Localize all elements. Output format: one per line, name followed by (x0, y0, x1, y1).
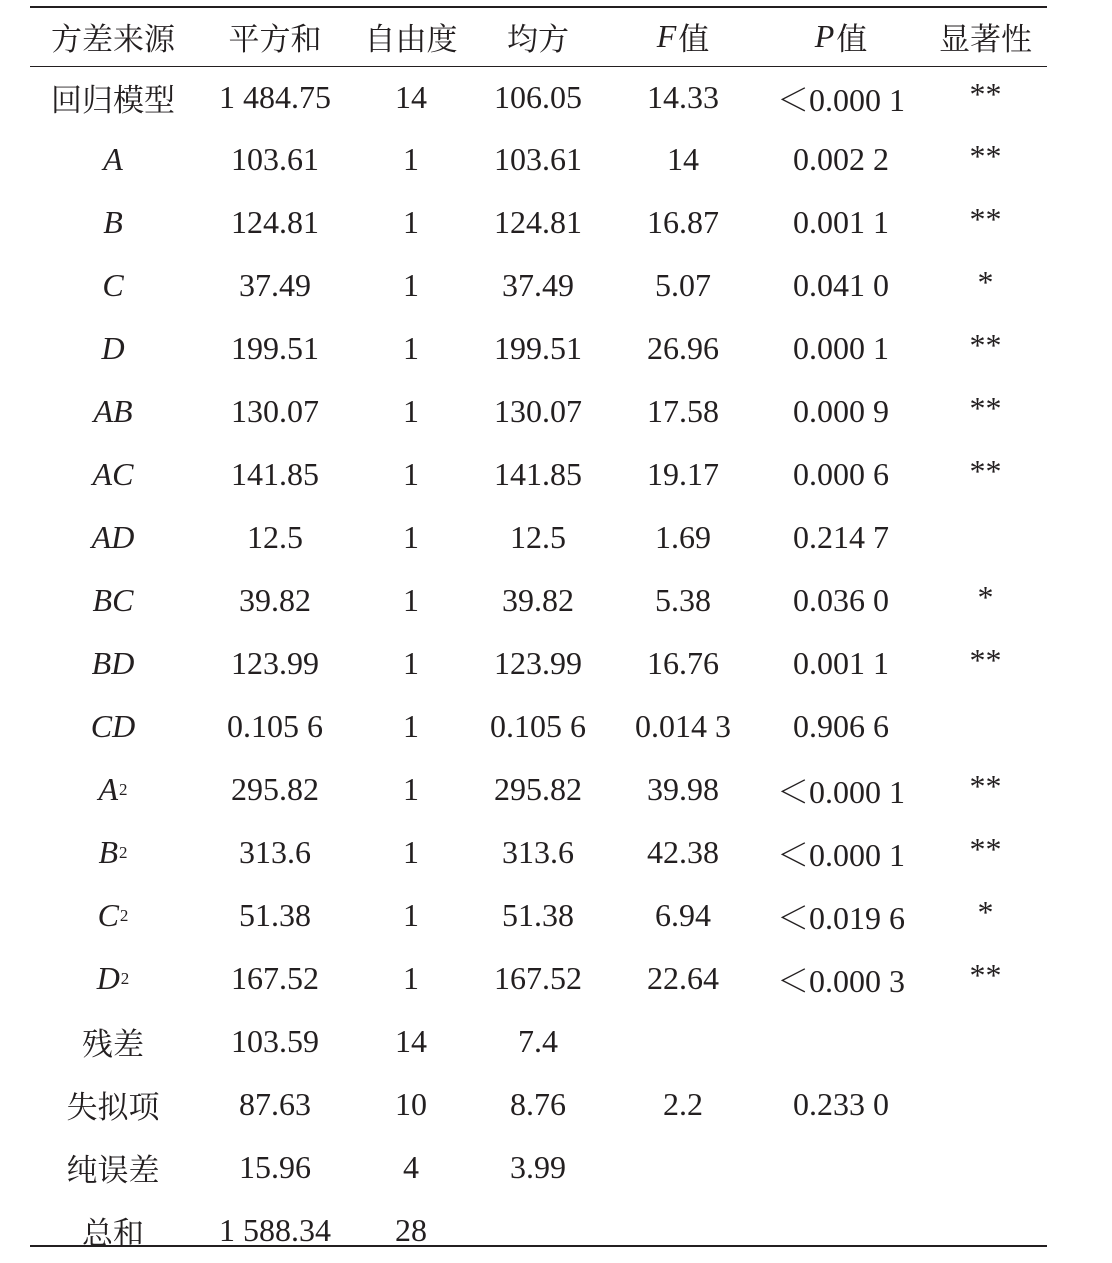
cell-f-value: 14 (667, 141, 699, 177)
table-row (30, 632, 1047, 695)
table-row (30, 758, 1047, 821)
cell-p-value: 0.214 7 (793, 519, 889, 555)
cell-significance: ** (969, 768, 1002, 804)
cell-mean-square: 167.52 (494, 960, 582, 996)
cell-degrees-of-freedom: 1 (403, 582, 419, 618)
cell-mean-square: 103.61 (494, 141, 582, 177)
cell-mean-square: 141.85 (494, 456, 582, 492)
header-source: 方差来源 (51, 21, 175, 58)
cell-sum-of-squares: 124.81 (231, 204, 319, 240)
cell-sum-of-squares: 103.59 (231, 1023, 319, 1059)
cell-degrees-of-freedom: 14 (395, 1023, 427, 1059)
cell-p-value: 0.002 2 (793, 141, 889, 177)
cell-p-value: 0.001 1 (793, 645, 889, 681)
cell-p-value: 0.000 6 (793, 456, 889, 492)
cell-mean-square: 37.49 (502, 267, 574, 303)
cell-p-value: 0.041 0 (793, 267, 889, 303)
cell-mean-square: 0.105 6 (490, 708, 586, 744)
cell-degrees-of-freedom: 28 (395, 1212, 427, 1248)
cell-p-value: ＜0.000 1 (776, 836, 905, 873)
cell-f-value (608, 1136, 758, 1199)
cell-significance: ** (969, 453, 1002, 489)
table-row (30, 1010, 1047, 1073)
cell-p-value: ＜0.000 1 (776, 81, 905, 118)
cell-degrees-of-freedom: 1 (403, 330, 419, 366)
source-label: CD (90, 708, 136, 744)
source-label: C (102, 267, 124, 303)
cell-f-value: 5.38 (655, 582, 711, 618)
cell-p-value: ＜0.000 3 (776, 962, 905, 999)
cell-f-value: 17.58 (647, 393, 719, 429)
cell-significance: ** (969, 831, 1002, 867)
cell-mean-square: 12.5 (510, 519, 566, 555)
cell-sum-of-squares: 199.51 (231, 330, 319, 366)
cell-mean-square: 3.99 (510, 1149, 566, 1185)
cell-mean-square: 124.81 (494, 204, 582, 240)
cell-f-value: 14.33 (647, 79, 719, 115)
cell-f-value: 6.94 (655, 897, 711, 933)
source-label: B (103, 204, 123, 240)
cell-significance: * (977, 894, 994, 930)
cell-significance (924, 506, 1047, 569)
cell-source (30, 569, 196, 632)
cell-sum-of-squares: 1 588.34 (219, 1212, 331, 1248)
cell-p-value: 0.000 9 (793, 393, 889, 429)
cell-mean-square: 199.51 (494, 330, 582, 366)
cell-degrees-of-freedom: 14 (395, 79, 427, 115)
cell-sum-of-squares: 15.96 (239, 1149, 311, 1185)
cell-f-value: 22.64 (647, 960, 719, 996)
cell-degrees-of-freedom: 1 (403, 834, 419, 870)
cell-significance: ** (969, 76, 1002, 112)
cell-significance: ** (969, 642, 1002, 678)
cell-mean-square: 130.07 (494, 393, 582, 429)
source-label: 纯误差 (66, 1153, 160, 1189)
cell-source (30, 1010, 196, 1073)
cell-significance: * (977, 579, 994, 615)
table-row (30, 317, 1047, 380)
cell-sum-of-squares: 12.5 (247, 519, 303, 555)
cell-p-value (758, 1199, 924, 1262)
cell-sum-of-squares: 37.49 (239, 267, 311, 303)
cell-significance: * (977, 264, 994, 300)
cell-degrees-of-freedom: 1 (403, 141, 419, 177)
source-exponent: 2 (120, 968, 130, 988)
table-row (30, 66, 1047, 129)
table-row (30, 821, 1047, 884)
cell-source (30, 884, 196, 947)
cell-significance (924, 695, 1047, 758)
cell-degrees-of-freedom: 1 (403, 708, 419, 744)
source-label: AD (91, 519, 135, 555)
cell-f-value: 0.014 3 (635, 708, 731, 744)
table-row (30, 254, 1047, 317)
cell-p-value: 0.000 1 (793, 330, 889, 366)
source-label: D (96, 960, 120, 996)
table-row (30, 506, 1047, 569)
table-row (30, 884, 1047, 947)
table-header-row (30, 6, 1047, 66)
cell-p-value: 0.036 0 (793, 582, 889, 618)
cell-degrees-of-freedom: 1 (403, 645, 419, 681)
source-label: D (101, 330, 125, 366)
cell-mean-square: 313.6 (502, 834, 574, 870)
cell-sum-of-squares: 167.52 (231, 960, 319, 996)
source-exponent: 2 (119, 905, 129, 925)
source-label: A (98, 771, 119, 807)
cell-sum-of-squares: 0.105 6 (227, 708, 323, 744)
cell-degrees-of-freedom: 1 (403, 897, 419, 933)
cell-source (30, 1073, 196, 1136)
header-sum-of-squares: 平方和 (228, 21, 322, 58)
source-exponent: 2 (119, 842, 128, 862)
cell-mean-square: 123.99 (494, 645, 582, 681)
source-label: BC (92, 582, 134, 618)
cell-p-value (758, 1010, 924, 1073)
cell-source (30, 254, 196, 317)
cell-source (30, 758, 196, 821)
cell-f-value: 16.76 (647, 645, 719, 681)
cell-significance (924, 1199, 1047, 1262)
source-label: 残差 (82, 1027, 144, 1063)
cell-sum-of-squares: 1 484.75 (219, 79, 331, 115)
cell-source (30, 66, 196, 129)
cell-source (30, 695, 196, 758)
table-row (30, 128, 1047, 191)
cell-significance (924, 1073, 1047, 1136)
table-row (30, 380, 1047, 443)
cell-degrees-of-freedom: 1 (403, 393, 419, 429)
cell-p-value (758, 1136, 924, 1199)
cell-mean-square: 7.4 (518, 1023, 558, 1059)
header-f-letter: F (656, 17, 677, 54)
cell-f-value: 16.87 (647, 204, 719, 240)
header-mean-square: 均方 (507, 21, 569, 58)
table-row (30, 1136, 1047, 1199)
cell-source (30, 1199, 196, 1262)
cell-significance: ** (969, 957, 1002, 993)
table-row (30, 1073, 1047, 1136)
cell-f-value: 26.96 (647, 330, 719, 366)
cell-source (30, 443, 196, 506)
cell-mean-square: 8.76 (510, 1086, 566, 1122)
header-degrees-of-freedom: 自由度 (364, 21, 458, 58)
source-label: C (97, 897, 119, 933)
cell-significance: ** (969, 390, 1002, 426)
cell-p-value: 0.233 0 (793, 1086, 889, 1122)
cell-significance: ** (969, 201, 1002, 237)
cell-source (30, 380, 196, 443)
cell-f-value: 5.07 (655, 267, 711, 303)
source-label: A (103, 141, 123, 177)
header-f-suffix: 值 (678, 21, 710, 58)
cell-mean-square: 295.82 (494, 771, 582, 807)
source-label: 总和 (82, 1216, 144, 1252)
cell-mean-square: 106.05 (494, 79, 582, 115)
header-p-suffix: 值 (836, 21, 868, 58)
header-p-value (758, 6, 924, 66)
cell-source (30, 821, 196, 884)
table-row (30, 695, 1047, 758)
cell-f-value: 42.38 (647, 834, 719, 870)
cell-f-value: 39.98 (647, 771, 719, 807)
cell-degrees-of-freedom: 4 (403, 1149, 419, 1185)
cell-sum-of-squares: 313.6 (239, 834, 311, 870)
cell-f-value: 2.2 (663, 1086, 703, 1122)
cell-source (30, 947, 196, 1010)
header-significance: 显著性 (939, 21, 1032, 58)
cell-significance: ** (969, 327, 1002, 363)
cell-sum-of-squares: 87.63 (239, 1086, 311, 1122)
header-f-value (608, 6, 758, 66)
cell-f-value (608, 1010, 758, 1073)
cell-source (30, 317, 196, 380)
cell-f-value (608, 1199, 758, 1262)
cell-mean-square: 39.82 (502, 582, 574, 618)
cell-significance: ** (969, 138, 1002, 174)
cell-sum-of-squares: 51.38 (239, 897, 311, 933)
cell-degrees-of-freedom: 1 (403, 519, 419, 555)
cell-f-value: 19.17 (647, 456, 719, 492)
table-row (30, 1199, 1047, 1262)
cell-source (30, 128, 196, 191)
cell-sum-of-squares: 141.85 (231, 456, 319, 492)
cell-source (30, 1136, 196, 1199)
cell-source (30, 506, 196, 569)
cell-sum-of-squares: 130.07 (231, 393, 319, 429)
cell-mean-square (468, 1199, 608, 1262)
cell-significance (924, 1136, 1047, 1199)
cell-p-value: ＜0.019 6 (776, 899, 905, 936)
table-row (30, 443, 1047, 506)
cell-source (30, 632, 196, 695)
cell-degrees-of-freedom: 1 (403, 771, 419, 807)
cell-degrees-of-freedom: 1 (403, 960, 419, 996)
table-row (30, 569, 1047, 632)
source-label: 失拟项 (66, 1090, 160, 1126)
source-exponent: 2 (119, 779, 128, 799)
table-row (30, 947, 1047, 1010)
source-label: AC (92, 456, 134, 492)
cell-p-value: 0.001 1 (793, 204, 889, 240)
header-p-letter: P (814, 17, 835, 54)
table-row (30, 191, 1047, 254)
cell-sum-of-squares: 123.99 (231, 645, 319, 681)
cell-sum-of-squares: 103.61 (231, 141, 319, 177)
source-label: BD (91, 645, 135, 681)
cell-degrees-of-freedom: 1 (403, 456, 419, 492)
source-label: AB (93, 393, 133, 429)
cell-p-value: ＜0.000 1 (776, 773, 905, 810)
cell-sum-of-squares: 295.82 (231, 771, 319, 807)
cell-degrees-of-freedom: 1 (403, 267, 419, 303)
cell-significance (924, 1010, 1047, 1073)
cell-degrees-of-freedom: 1 (403, 204, 419, 240)
cell-degrees-of-freedom: 10 (395, 1086, 427, 1122)
cell-p-value: 0.906 6 (793, 708, 889, 744)
source-label: 回归模型 (51, 83, 175, 119)
source-label: B (98, 834, 119, 870)
cell-sum-of-squares: 39.82 (239, 582, 311, 618)
cell-f-value: 1.69 (655, 519, 711, 555)
cell-mean-square: 51.38 (502, 897, 574, 933)
cell-source (30, 191, 196, 254)
